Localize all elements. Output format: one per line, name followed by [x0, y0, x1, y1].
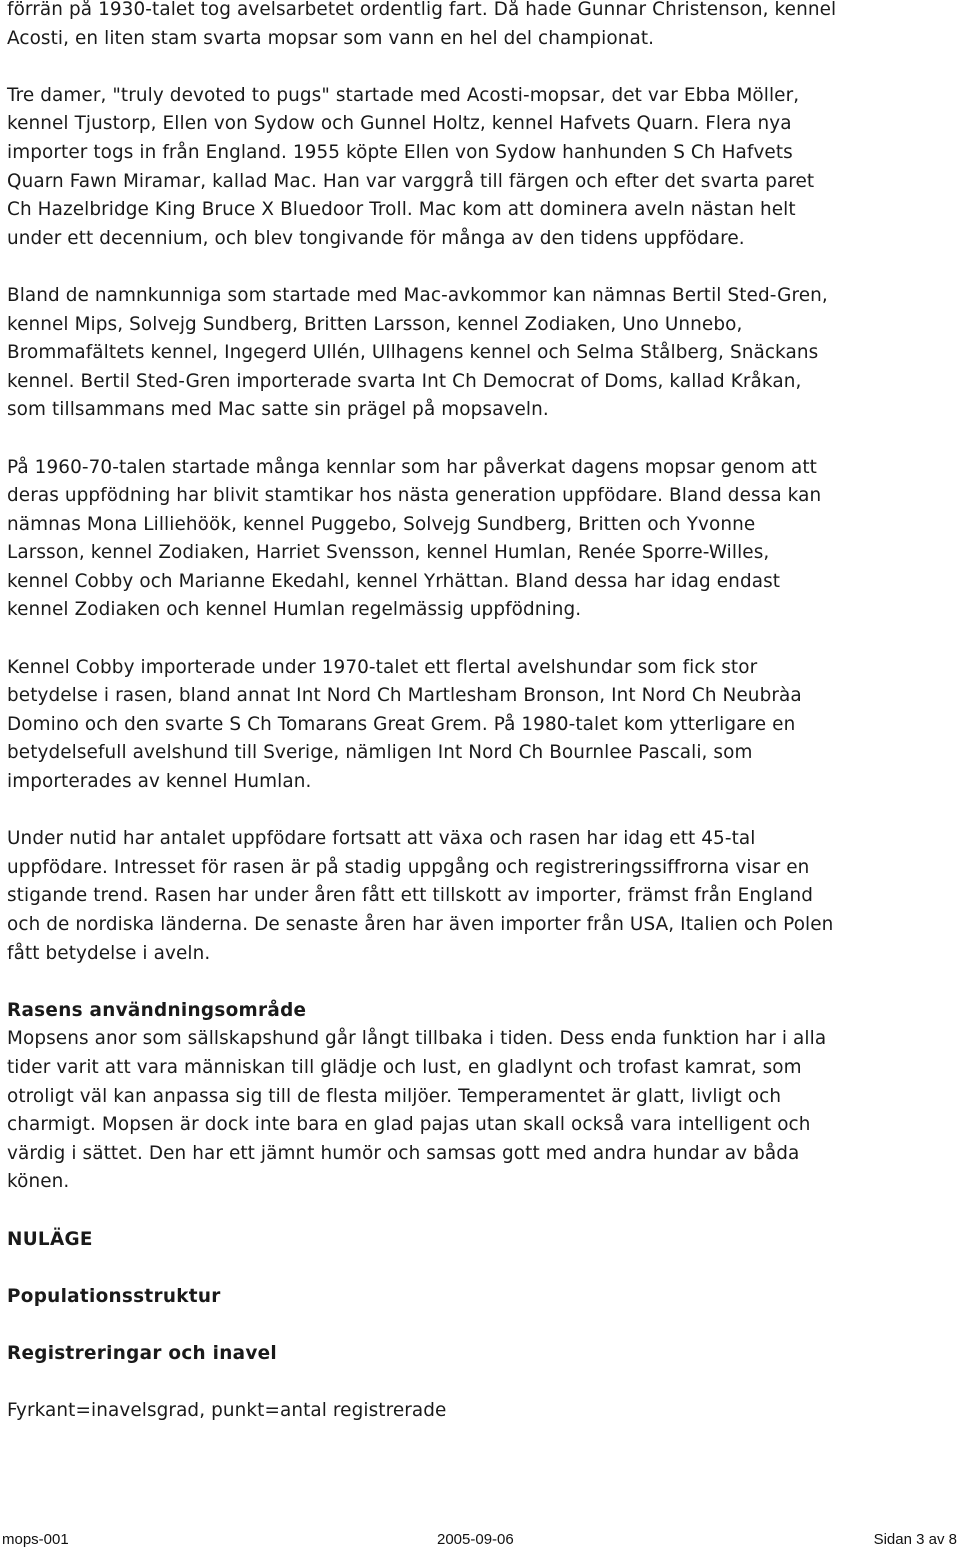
text-line: värdig i sättet. Den har ett jämnt humör och samsas gott med andra hundar av båda — [7, 1142, 800, 1164]
section-heading-usage: Rasens användningsområde — [7, 999, 307, 1021]
text-line: uppfödare. Intresset för rasen är på stadig uppgång och registreringssiffrorna visar en — [7, 856, 810, 878]
text-line: importer togs in från England. 1955 köpte Ellen von Sydow hanhunden S Ch Hafvets — [7, 141, 793, 163]
text-line: tider varit att vara människan till glädje och lust, en gladlynt och trofast kamrat, som — [7, 1056, 802, 1078]
footer-date: 2005-09-06 — [437, 1531, 514, 1548]
text-line: betydelsefull avelshund till Sverige, nämligen Int Nord Ch Bournlee Pascali, som — [7, 742, 753, 764]
section-heading-nulage: NULÄGE — [7, 1228, 93, 1250]
text-line: under ett decennium, och blev tongivande för många av den tidens uppfödare. — [7, 227, 745, 249]
section-heading-registrations: Registreringar och inavel — [7, 1342, 277, 1364]
text-line: Acosti, en liten stam svarta mopsar som vann en hel del championat. — [7, 27, 655, 49]
text-line: som tillsammans med Mac satte sin prägel på mopsaveln. — [7, 399, 549, 421]
text-line: importerades av kennel Humlan. — [7, 771, 312, 793]
text-line: otroligt väl kan anpassa sig till de flesta miljöer. Temperamentet är glatt, livligt och — [7, 1085, 782, 1107]
text-line: deras uppfödning har blivit stamtikar hos nästa generation uppfödare. Bland dessa kan — [7, 485, 822, 507]
text-line: kennel. Bertil Sted-Gren importerade svarta Int Ch Democrat of Doms, kallad Kråkan, — [7, 370, 802, 392]
text-line: Kennel Cobby importerade under 1970-talet ett flertal avelshundar som fick stor — [7, 656, 758, 678]
text-line: kennel Cobby och Marianne Ekedahl, kennel Yrhättan. Bland dessa har idag endast — [7, 570, 781, 592]
section-nulage — [7, 1226, 957, 1255]
text-line: Domino och den svarte S Ch Tomarans Great Grem. På 1980-talet kom ytterligare en — [7, 713, 796, 735]
text-line: Mopsens anor som sällskapshund går långt tillbaka i tiden. Dess enda funktion har i alla — [7, 1028, 827, 1050]
text-line: stigande trend. Rasen har under åren fått ett tillskott av importer, främst från England — [7, 885, 813, 907]
text-line: fått betydelse i aveln. — [7, 942, 211, 964]
text-line: Brommafältets kennel, Ingegerd Ullén, Ullhagens kennel och Selma Stålberg, Snäckans — [7, 342, 819, 364]
paragraph-usage — [7, 1025, 957, 1197]
paragraph-1960s-kennels — [7, 454, 957, 626]
text-line: Quarn Fawn Miramar, kallad Mac. Han var varggrå till färgen och efter det svarta paret — [7, 170, 815, 192]
text-line: Bland de namnkunniga som startade med Mac-avkommor kan nämnas Bertil Sted-Gren, — [7, 284, 828, 306]
text-line: kennel Tjustorp, Ellen von Sydow och Gunnel Holtz, kennel Hafvets Quarn. Flera nya — [7, 113, 792, 135]
text-line: kennel Zodiaken och kennel Humlan regelmässig uppfödning. — [7, 599, 582, 621]
text-line: charmigt. Mopsen är dock inte bara en glad pajas utan skall också vara intelligent och — [7, 1114, 811, 1136]
section-heading-population: Populationsstruktur — [7, 1285, 221, 1307]
paragraph-present-day — [7, 825, 957, 968]
text-line: könen. — [7, 1171, 70, 1193]
paragraph-acosti-ladies — [7, 82, 957, 254]
text-line: Under nutid har antalet uppfödare fortsatt att växa och rasen har idag ett 45-tal — [7, 828, 756, 850]
text-line: nämnas Mona Lilliehöök, kennel Puggebo, Solvejg Sundberg, Britten och Yvonne — [7, 513, 756, 535]
page-footer — [0, 1531, 960, 1553]
document-body — [7, 0, 957, 1454]
chart-legend-text: Fyrkant=inavelsgrad, punkt=antal registrerade — [7, 1400, 447, 1422]
footer-doc-id: mops-001 — [2, 1531, 69, 1548]
paragraph-kennel-cobby — [7, 654, 957, 797]
paragraph-history-start — [7, 0, 957, 53]
paragraph-mac-offspring — [7, 282, 957, 425]
text-line: kennel Mips, Solvejg Sundberg, Britten Larsson, kennel Zodiaken, Uno Unnebo, — [7, 313, 743, 335]
section-population — [7, 1283, 957, 1312]
text-line: Tre damer, "truly devoted to pugs" startade med Acosti-mopsar, det var Ebba Möller, — [7, 84, 800, 106]
text-line: betydelse i rasen, bland annat Int Nord Ch Martlesham Bronson, Int Nord Ch Neubràa — [7, 685, 802, 707]
text-line: och de nordiska länderna. De senaste åren har även importer från USA, Italien och Polen — [7, 914, 834, 935]
text-line: På 1960-70-talen startade många kennlar som har påverkat dagens mopsar genom att — [7, 456, 817, 478]
section-usage — [7, 997, 957, 1197]
footer-page-number: Sidan 3 av 8 — [873, 1531, 957, 1548]
section-registrations — [7, 1340, 957, 1369]
text-line: Ch Hazelbridge King Bruce X Bluedoor Troll. Mac kom att dominera aveln nästan helt — [7, 199, 796, 221]
text-line: Larsson, kennel Zodiaken, Harriet Svensson, kennel Humlan, Renée Sporre-Willes, — [7, 542, 770, 564]
text-line: förrän på 1930-talet tog avelsarbetet ordentlig fart. Då hade Gunnar Christenson, kennel — [7, 0, 837, 20]
